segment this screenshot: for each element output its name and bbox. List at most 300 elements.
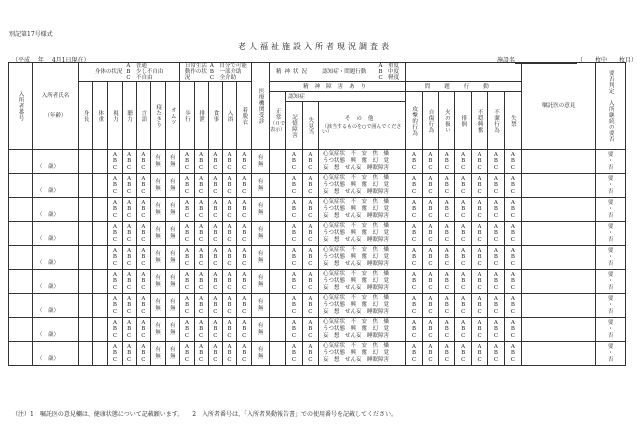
document-title: 老人福祉施設入所者現況調査表: [238, 42, 392, 51]
normal-cell[interactable]: [269, 318, 285, 342]
weight-cell[interactable]: [93, 222, 108, 246]
resident-name-cell[interactable]: [33, 174, 79, 198]
unclean-cell[interactable]: A B C: [488, 222, 504, 246]
memory-cell[interactable]: A B C: [286, 318, 302, 342]
fire-cell[interactable]: A B C: [439, 174, 455, 198]
necessity-cell[interactable]: 要 ・ 否: [596, 150, 626, 174]
meal-cell[interactable]: A B C: [208, 342, 222, 366]
fire-cell[interactable]: A B C: [439, 270, 455, 294]
bath-cell[interactable]: A B C: [222, 174, 236, 198]
vision-cell[interactable]: A B C: [108, 222, 122, 246]
disorientation-cell[interactable]: A B C: [302, 318, 318, 342]
resident-name-cell[interactable]: [33, 222, 79, 246]
vision-cell[interactable]: A B C: [108, 150, 122, 174]
bedridden-cell[interactable]: 有 無: [150, 174, 165, 198]
aggressive-cell[interactable]: A B C: [406, 294, 422, 318]
wandering-cell[interactable]: A B C: [455, 174, 471, 198]
disorientation-cell[interactable]: A B C: [302, 198, 318, 222]
anxiety-cell[interactable]: A B C: [471, 318, 487, 342]
fire-cell[interactable]: A B C: [439, 198, 455, 222]
anxiety-cell[interactable]: A B C: [471, 294, 487, 318]
diaper-cell[interactable]: 有 無: [166, 174, 180, 198]
self-harm-cell[interactable]: A B C: [422, 222, 438, 246]
speech-cell[interactable]: A B C: [136, 174, 150, 198]
aggressive-cell[interactable]: A B C: [406, 174, 422, 198]
height-header: 身長: [78, 82, 92, 150]
physical-header: 身体の状況 A 普通 B 少し不自由 C 不自由: [78, 63, 180, 82]
dress-cell[interactable]: A B C: [237, 222, 252, 246]
anxiety-cell[interactable]: A B C: [471, 174, 487, 198]
incontinence-cell[interactable]: A B C: [504, 174, 521, 198]
fire-header: 火の扱い: [439, 92, 455, 150]
table-row: [9, 222, 626, 246]
disorientation-header: 失見当: [302, 102, 318, 150]
resident-number-cell[interactable]: [9, 246, 33, 270]
bath-cell[interactable]: A B C: [222, 222, 236, 246]
unclean-cell[interactable]: A B C: [488, 342, 504, 366]
doctor-opinion-cell[interactable]: [522, 246, 596, 270]
bath-cell[interactable]: A B C: [222, 342, 236, 366]
anxiety-cell[interactable]: A B C: [471, 198, 487, 222]
disorientation-cell[interactable]: A B C: [302, 174, 318, 198]
dress-cell[interactable]: A B C: [237, 270, 252, 294]
meal-header: 食事: [208, 82, 222, 150]
table-row: [9, 342, 626, 366]
fire-cell[interactable]: A B C: [439, 318, 455, 342]
excretion-cell[interactable]: A B C: [194, 150, 208, 174]
speech-cell[interactable]: A B C: [136, 222, 150, 246]
hearing-cell[interactable]: A B C: [122, 222, 136, 246]
hearing-cell[interactable]: A B C: [122, 150, 136, 174]
self-harm-cell[interactable]: A B C: [422, 270, 438, 294]
memory-cell[interactable]: A B C: [286, 150, 302, 174]
vision-cell[interactable]: A B C: [108, 198, 122, 222]
weight-cell[interactable]: [93, 198, 108, 222]
bedridden-cell[interactable]: 有 無: [150, 342, 165, 366]
doctor-opinion-cell[interactable]: [522, 342, 596, 366]
unclean-cell[interactable]: A B C: [488, 294, 504, 318]
age-cell[interactable]: （ 歳）: [37, 355, 60, 362]
aggressive-cell[interactable]: A B C: [406, 318, 422, 342]
excretion-cell[interactable]: A B C: [194, 222, 208, 246]
page-count: （ 枚中 枚目）: [577, 57, 637, 64]
hospital-cell[interactable]: 有 無: [252, 222, 269, 246]
fire-cell[interactable]: A B C: [439, 150, 455, 174]
resident-name-cell[interactable]: [33, 270, 79, 294]
walk-cell[interactable]: A B C: [180, 246, 194, 270]
diaper-header: オムツ: [166, 82, 180, 150]
doctor-opinion-cell[interactable]: [522, 222, 596, 246]
walk-cell[interactable]: A B C: [180, 198, 194, 222]
aggressive-cell[interactable]: A B C: [406, 270, 422, 294]
other-header: その他 （該当するものを○で囲んでください）: [319, 102, 406, 150]
resident-number-cell[interactable]: [9, 318, 33, 342]
hospital-cell[interactable]: 有 無: [252, 198, 269, 222]
speech-cell[interactable]: A B C: [136, 270, 150, 294]
age-cell[interactable]: （ 歳）: [37, 307, 60, 314]
bedridden-cell[interactable]: 有 無: [150, 150, 165, 174]
daily-activity-header: 日常生活動作の状況 A 自分で可能 B 一部介助 C 全介助: [180, 63, 252, 82]
self-harm-cell[interactable]: A B C: [422, 150, 438, 174]
doctor-opinion-cell[interactable]: [522, 270, 596, 294]
dress-cell[interactable]: A B C: [237, 174, 252, 198]
dress-cell[interactable]: A B C: [237, 150, 252, 174]
walk-header: 歩行: [180, 82, 194, 150]
dress-cell[interactable]: A B C: [237, 246, 252, 270]
memory-cell[interactable]: A B C: [286, 174, 302, 198]
disorientation-cell[interactable]: A B C: [302, 246, 318, 270]
necessity-cell[interactable]: 要 ・ 否: [596, 198, 626, 222]
daily-legend: A 自分で可能 B 一部介助 C 全介助: [209, 63, 247, 82]
dress-cell[interactable]: A B C: [237, 294, 252, 318]
wandering-cell[interactable]: A B C: [455, 150, 471, 174]
resident-name-cell[interactable]: [33, 318, 79, 342]
excretion-cell[interactable]: A B C: [194, 270, 208, 294]
walk-cell[interactable]: A B C: [180, 342, 194, 366]
height-cell[interactable]: [78, 150, 92, 174]
fire-cell[interactable]: A B C: [439, 222, 455, 246]
excretion-header: 排泄: [194, 82, 208, 150]
diaper-cell[interactable]: 有 無: [166, 246, 180, 270]
hearing-cell[interactable]: A B C: [122, 174, 136, 198]
excretion-cell[interactable]: A B C: [194, 174, 208, 198]
other-symptoms-cell[interactable]: 心気症状 不 安 焦 燥 うつ状態 興 奮 幻 覚 妄 想 せん妄 睡眠障害: [319, 294, 406, 318]
memory-cell[interactable]: A B C: [286, 294, 302, 318]
mental-status-header: 精神状況 認知症・問題行動 A 重度 B 中度 C 軽度: [269, 63, 405, 82]
problem-behavior-header: 問題行動: [406, 82, 522, 92]
normal-cell[interactable]: [269, 222, 285, 246]
dress-cell[interactable]: A B C: [237, 342, 252, 366]
disorientation-cell[interactable]: A B C: [302, 270, 318, 294]
resident-name-cell[interactable]: [33, 246, 79, 270]
mental-disorder-header: 精神障害あり: [269, 82, 405, 92]
self-harm-cell[interactable]: A B C: [422, 198, 438, 222]
weight-cell[interactable]: [93, 270, 108, 294]
resident-number-header: 入所者番号: [9, 63, 33, 150]
hospital-cell[interactable]: 有 無: [252, 342, 269, 366]
excretion-cell[interactable]: A B C: [194, 294, 208, 318]
bedridden-cell[interactable]: 有 無: [150, 318, 165, 342]
speech-header: 言語: [136, 82, 150, 150]
wandering-cell[interactable]: A B C: [455, 342, 471, 366]
table-row: [9, 246, 626, 270]
aggressive-cell[interactable]: A B C: [406, 246, 422, 270]
normal-cell[interactable]: [269, 150, 285, 174]
aggressive-cell[interactable]: A B C: [406, 222, 422, 246]
resident-number-cell[interactable]: [9, 198, 33, 222]
diaper-cell[interactable]: 有 無: [166, 150, 180, 174]
walk-cell[interactable]: A B C: [180, 318, 194, 342]
bedridden-cell[interactable]: 有 無: [150, 222, 165, 246]
speech-cell[interactable]: A B C: [136, 198, 150, 222]
age-cell[interactable]: （ 歳）: [37, 283, 60, 290]
necessity-cell[interactable]: 要 ・ 否: [596, 270, 626, 294]
meal-cell[interactable]: A B C: [208, 246, 222, 270]
meal-cell[interactable]: A B C: [208, 294, 222, 318]
age-cell[interactable]: （ 歳）: [37, 235, 60, 242]
vision-cell[interactable]: A B C: [108, 342, 122, 366]
bath-cell[interactable]: A B C: [222, 198, 236, 222]
disorientation-cell[interactable]: A B C: [302, 294, 318, 318]
hospital-cell[interactable]: 有 無: [252, 174, 269, 198]
age-cell[interactable]: （ 歳）: [37, 331, 60, 338]
vision-cell[interactable]: A B C: [108, 318, 122, 342]
dress-cell[interactable]: A B C: [237, 198, 252, 222]
excretion-cell[interactable]: A B C: [194, 342, 208, 366]
walk-cell[interactable]: A B C: [180, 222, 194, 246]
unclean-cell[interactable]: A B C: [488, 270, 504, 294]
hospital-cell[interactable]: 有 無: [252, 318, 269, 342]
dress-cell[interactable]: A B C: [237, 318, 252, 342]
height-cell[interactable]: [78, 198, 92, 222]
meal-cell[interactable]: A B C: [208, 150, 222, 174]
bath-cell[interactable]: A B C: [222, 246, 236, 270]
hearing-cell[interactable]: A B C: [122, 294, 136, 318]
weight-cell[interactable]: [93, 174, 108, 198]
walk-cell[interactable]: A B C: [180, 150, 194, 174]
doctor-opinion-cell[interactable]: [522, 174, 596, 198]
necessity-cell[interactable]: 要 ・ 否: [596, 318, 626, 342]
survey-table: [8, 62, 626, 366]
diaper-cell[interactable]: 有 無: [166, 294, 180, 318]
meal-cell[interactable]: A B C: [208, 270, 222, 294]
table-row: [9, 270, 626, 294]
diaper-cell[interactable]: 有 無: [166, 342, 180, 366]
other-symptoms-cell[interactable]: 心気症状 不 安 焦 燥 うつ状態 興 奮 幻 覚 妄 想 せん妄 睡眠障害: [319, 174, 406, 198]
resident-number-cell[interactable]: [9, 222, 33, 246]
incontinence-cell[interactable]: A B C: [504, 318, 521, 342]
incontinence-header: 失禁: [504, 92, 521, 150]
weight-cell[interactable]: [93, 246, 108, 270]
excretion-cell[interactable]: A B C: [194, 318, 208, 342]
footnote: （注）1 嘱託医の意見欄は、健康状態について記載願います。 2 入所者番号は、「入所者異動報告書」での使用番号を記載してください。: [12, 411, 398, 418]
weight-cell[interactable]: [93, 294, 108, 318]
wandering-cell[interactable]: A B C: [455, 198, 471, 222]
age-cell[interactable]: （ 歳）: [37, 259, 60, 266]
aggressive-cell[interactable]: A B C: [406, 198, 422, 222]
hospital-cell[interactable]: 有 無: [252, 246, 269, 270]
normal-cell[interactable]: [269, 294, 285, 318]
incontinence-cell[interactable]: A B C: [504, 198, 521, 222]
excretion-cell[interactable]: A B C: [194, 246, 208, 270]
normal-cell[interactable]: [269, 198, 285, 222]
necessity-cell[interactable]: 要 ・ 否: [596, 174, 626, 198]
height-cell[interactable]: [78, 294, 92, 318]
bedridden-cell[interactable]: 有 無: [150, 294, 165, 318]
resident-number-cell[interactable]: [9, 294, 33, 318]
other-symptoms-cell[interactable]: 心気症状 不 安 焦 燥 うつ状態 興 奮 幻 覚 妄 想 せん妄 睡眠障害: [319, 270, 406, 294]
necessity-cell[interactable]: 要 ・ 否: [596, 246, 626, 270]
weight-cell[interactable]: [93, 342, 108, 366]
bath-cell[interactable]: A B C: [222, 150, 236, 174]
bedridden-cell[interactable]: 有 無: [150, 270, 165, 294]
unclean-cell[interactable]: A B C: [488, 318, 504, 342]
memory-cell[interactable]: A B C: [286, 270, 302, 294]
incontinence-cell[interactable]: A B C: [504, 150, 521, 174]
incontinence-cell[interactable]: A B C: [504, 294, 521, 318]
normal-cell[interactable]: [269, 246, 285, 270]
wandering-cell[interactable]: A B C: [455, 294, 471, 318]
anxiety-cell[interactable]: A B C: [471, 270, 487, 294]
bedridden-cell[interactable]: 有 無: [150, 246, 165, 270]
hearing-cell[interactable]: A B C: [122, 270, 136, 294]
weight-cell[interactable]: [93, 318, 108, 342]
unclean-cell[interactable]: A B C: [488, 150, 504, 174]
memory-cell[interactable]: A B C: [286, 342, 302, 366]
meal-cell[interactable]: A B C: [208, 222, 222, 246]
walk-cell[interactable]: A B C: [180, 174, 194, 198]
physical-legend: A 普通 B 少し不自由 C 不自由: [126, 63, 164, 82]
resident-name-cell[interactable]: [33, 294, 79, 318]
walk-cell[interactable]: A B C: [180, 294, 194, 318]
table-row: [9, 198, 626, 222]
vision-cell[interactable]: A B C: [108, 294, 122, 318]
unclean-cell[interactable]: A B C: [488, 198, 504, 222]
date-line: （平成 年 4月1日現在）: [12, 57, 90, 64]
other-symptoms-cell[interactable]: 心気症状 不 安 焦 燥 うつ状態 興 奮 幻 覚 妄 想 せん妄 睡眠障害: [319, 246, 406, 270]
vision-header: 視力: [108, 82, 122, 150]
doctor-opinion-cell[interactable]: [522, 198, 596, 222]
anxiety-cell[interactable]: A B C: [471, 246, 487, 270]
necessity-cell[interactable]: 要 ・ 否: [596, 294, 626, 318]
resident-number-cell[interactable]: [9, 174, 33, 198]
incontinence-cell[interactable]: A B C: [504, 246, 521, 270]
necessity-header: 要否判定 入所継続の要否: [596, 63, 626, 150]
severity-legend: A 重度 B 中度 C 軽度: [378, 63, 400, 82]
diaper-cell[interactable]: 有 無: [166, 318, 180, 342]
height-cell[interactable]: [78, 222, 92, 246]
incontinence-cell[interactable]: A B C: [504, 342, 521, 366]
doctor-opinion-header: 嘱託医の意見: [522, 63, 596, 150]
doctor-opinion-cell[interactable]: [522, 318, 596, 342]
bedridden-cell[interactable]: 有 無: [150, 198, 165, 222]
height-cell[interactable]: [78, 318, 92, 342]
weight-cell[interactable]: [93, 150, 108, 174]
doctor-opinion-cell[interactable]: [522, 294, 596, 318]
age-cell[interactable]: （ 歳）: [37, 163, 60, 170]
doctor-opinion-cell[interactable]: [522, 150, 596, 174]
other-symptoms-cell[interactable]: 心気症状 不 安 焦 燥 うつ状態 興 奮 幻 覚 妄 想 せん妄 睡眠障害: [319, 198, 406, 222]
fire-cell[interactable]: A B C: [439, 342, 455, 366]
vision-cell[interactable]: A B C: [108, 174, 122, 198]
fire-cell[interactable]: A B C: [439, 294, 455, 318]
anxiety-cell[interactable]: A B C: [471, 222, 487, 246]
anxiety-cell[interactable]: A B C: [471, 342, 487, 366]
other-symptoms-cell[interactable]: 心気症状 不 安 焦 燥 うつ状態 興 奮 幻 覚 妄 想 せん妄 睡眠障害: [319, 342, 406, 366]
table-header: [9, 63, 626, 150]
self-harm-cell[interactable]: A B C: [422, 174, 438, 198]
hospital-cell[interactable]: 有 無: [252, 270, 269, 294]
wandering-cell[interactable]: A B C: [455, 318, 471, 342]
speech-cell[interactable]: A B C: [136, 294, 150, 318]
self-harm-cell[interactable]: A B C: [422, 294, 438, 318]
diaper-cell[interactable]: 有 無: [166, 198, 180, 222]
excretion-cell[interactable]: A B C: [194, 198, 208, 222]
resident-name-cell[interactable]: [33, 198, 79, 222]
aggressive-cell[interactable]: A B C: [406, 342, 422, 366]
necessity-cell[interactable]: 要 ・ 否: [596, 222, 626, 246]
self-harm-cell[interactable]: A B C: [422, 318, 438, 342]
resident-number-cell[interactable]: [9, 150, 33, 174]
incontinence-cell[interactable]: A B C: [504, 222, 521, 246]
memory-cell[interactable]: A B C: [286, 198, 302, 222]
meal-cell[interactable]: A B C: [208, 318, 222, 342]
bath-cell[interactable]: A B C: [222, 270, 236, 294]
dementia-header: 認知症: [286, 92, 406, 102]
hospital-cell[interactable]: 有 無: [252, 294, 269, 318]
resident-name-cell[interactable]: [33, 342, 79, 366]
other-symptoms-cell[interactable]: 心気症状 不 安 焦 燥 うつ状態 興 奮 幻 覚 妄 想 せん妄 睡眠障害: [319, 150, 406, 174]
wandering-cell[interactable]: A B C: [455, 270, 471, 294]
meal-cell[interactable]: A B C: [208, 174, 222, 198]
resident-name-cell[interactable]: [33, 150, 79, 174]
age-cell[interactable]: （ 歳）: [37, 211, 60, 218]
diaper-cell[interactable]: 有 無: [166, 222, 180, 246]
hearing-cell[interactable]: A B C: [122, 246, 136, 270]
hospital-cell[interactable]: 有 無: [252, 150, 269, 174]
normal-cell[interactable]: [269, 174, 285, 198]
resident-number-cell[interactable]: [9, 270, 33, 294]
resident-number-cell[interactable]: [9, 342, 33, 366]
meal-cell[interactable]: A B C: [208, 198, 222, 222]
dress-header: 着脱衣: [237, 82, 252, 150]
other-symptoms-cell[interactable]: 心気症状 不 安 焦 燥 うつ状態 興 奮 幻 覚 妄 想 せん妄 睡眠障害: [319, 318, 406, 342]
disorientation-cell[interactable]: A B C: [302, 150, 318, 174]
incontinence-cell[interactable]: A B C: [504, 270, 521, 294]
height-cell[interactable]: [78, 270, 92, 294]
aggressive-cell[interactable]: A B C: [406, 150, 422, 174]
height-cell[interactable]: [78, 246, 92, 270]
necessity-cell[interactable]: 要 ・ 否: [596, 342, 626, 366]
memory-cell[interactable]: A B C: [286, 246, 302, 270]
disorientation-cell[interactable]: A B C: [302, 222, 318, 246]
vision-cell[interactable]: A B C: [108, 270, 122, 294]
height-cell[interactable]: [78, 174, 92, 198]
speech-cell[interactable]: A B C: [136, 246, 150, 270]
weight-header: 体重: [93, 82, 108, 150]
self-harm-cell[interactable]: A B C: [422, 342, 438, 366]
hearing-cell[interactable]: A B C: [122, 198, 136, 222]
disorientation-cell[interactable]: A B C: [302, 342, 318, 366]
bath-cell[interactable]: A B C: [222, 294, 236, 318]
unclean-cell[interactable]: A B C: [488, 246, 504, 270]
hearing-cell[interactable]: A B C: [122, 342, 136, 366]
walk-cell[interactable]: A B C: [180, 270, 194, 294]
hearing-header: 聴力: [122, 82, 136, 150]
speech-cell[interactable]: A B C: [136, 342, 150, 366]
normal-cell[interactable]: [269, 270, 285, 294]
age-cell[interactable]: （ 歳）: [37, 187, 60, 194]
hearing-cell[interactable]: A B C: [122, 318, 136, 342]
normal-cell[interactable]: [269, 342, 285, 366]
bath-cell[interactable]: A B C: [222, 318, 236, 342]
unclean-cell[interactable]: A B C: [488, 174, 504, 198]
height-cell[interactable]: [78, 342, 92, 366]
other-symptoms-cell[interactable]: 心気症状 不 安 焦 燥 うつ状態 興 奮 幻 覚 妄 想 せん妄 睡眠障害: [319, 222, 406, 246]
fire-cell[interactable]: A B C: [439, 246, 455, 270]
speech-cell[interactable]: A B C: [136, 318, 150, 342]
wandering-header: 徘徊: [455, 92, 471, 150]
diaper-cell[interactable]: 有 無: [166, 270, 180, 294]
anxiety-cell[interactable]: A B C: [471, 150, 487, 174]
speech-cell[interactable]: A B C: [136, 150, 150, 174]
memory-cell[interactable]: A B C: [286, 222, 302, 246]
self-harm-cell[interactable]: A B C: [422, 246, 438, 270]
wandering-cell[interactable]: A B C: [455, 246, 471, 270]
vision-cell[interactable]: A B C: [108, 246, 122, 270]
wandering-cell[interactable]: A B C: [455, 222, 471, 246]
memory-header: 記憶障害: [286, 102, 302, 150]
